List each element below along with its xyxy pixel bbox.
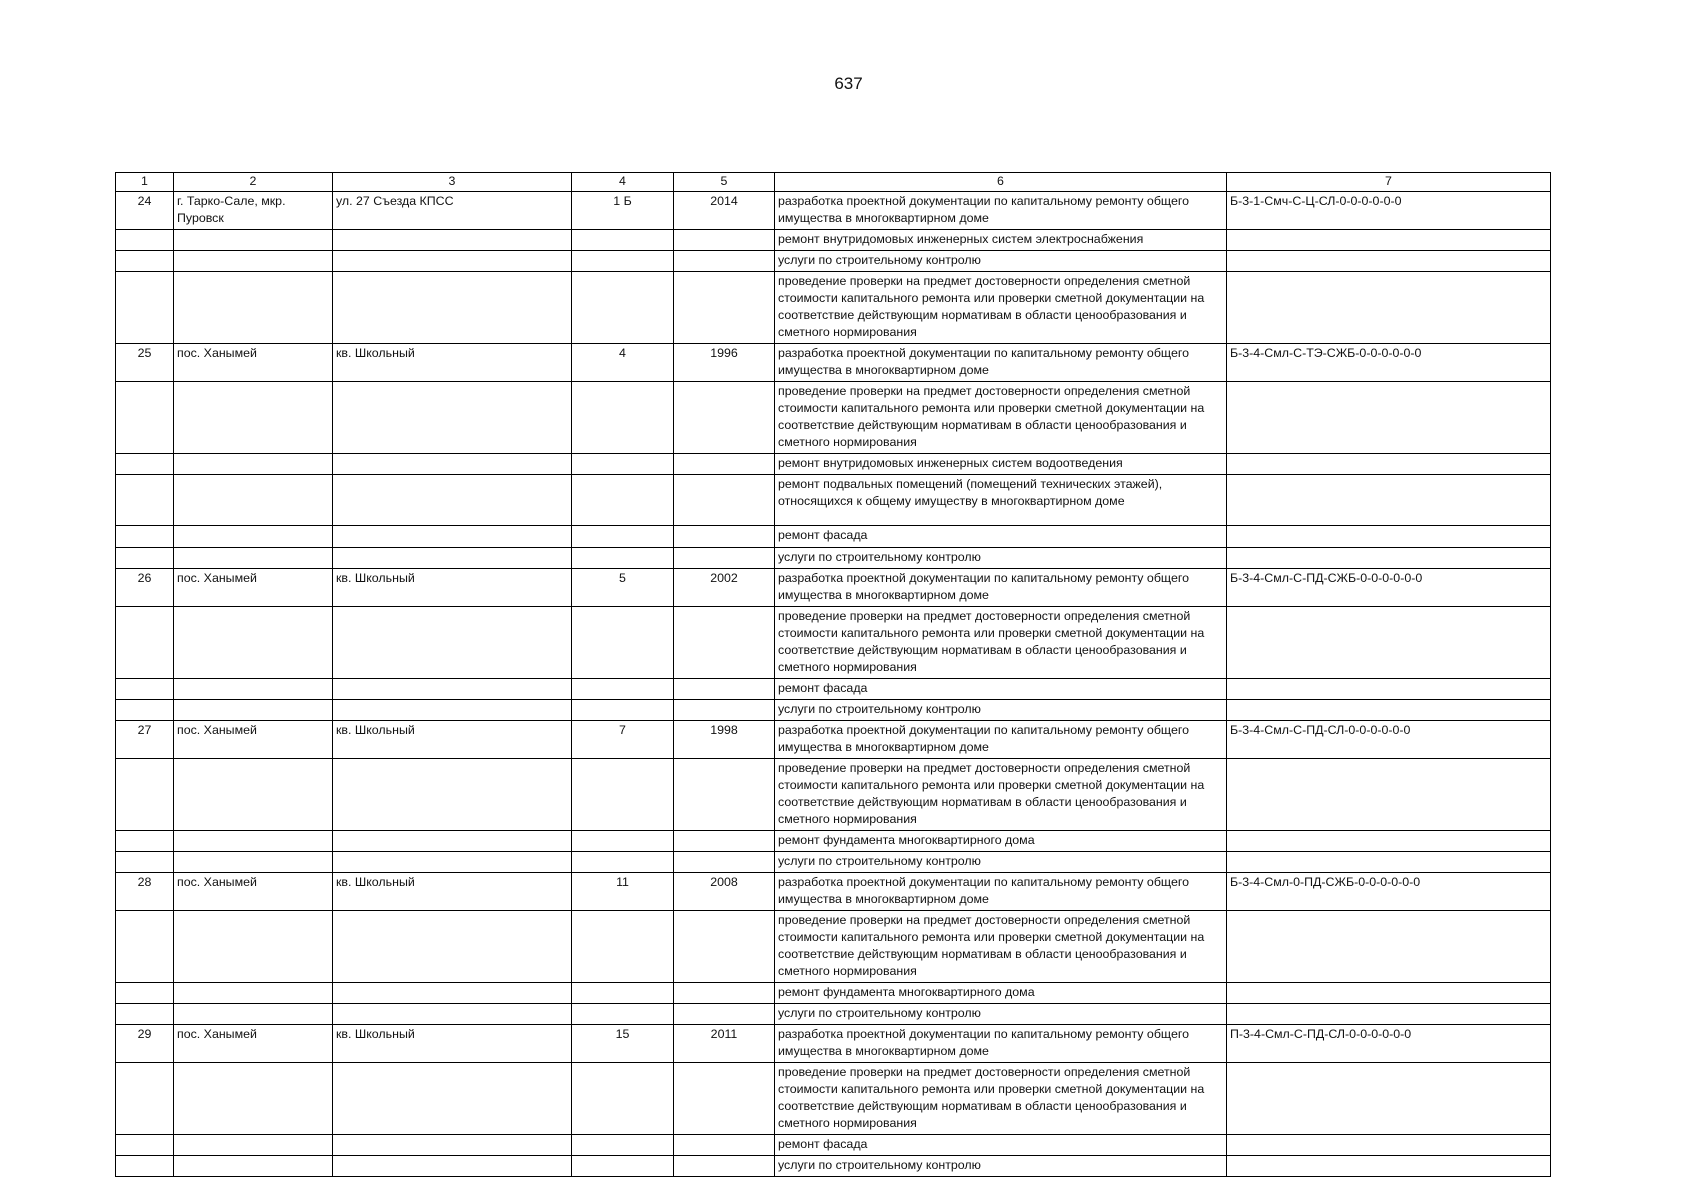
cell-code: Б-3-4-Смл-С-ТЭ-СЖБ-0-0-0-0-0-0 [1227,344,1551,382]
cell-work-type: проведение проверки на предмет достоверности определения сметной стоимости капитального ремонта или проверки сметной документации на соответствие действующим нормативам в области ценообразования и сметного нормирования [775,607,1227,679]
cell-street: кв. Школьный [333,569,572,607]
capital-repair-table [115,172,1551,1177]
cell-year [674,1063,775,1135]
cell-settlement [174,911,333,983]
table-row [116,454,1551,475]
cell-work-type: разработка проектной документации по капитальному ремонту общего имущества в многоквартирном доме [775,873,1227,911]
cell-street [333,272,572,344]
table-row [116,721,1551,759]
cell-house [572,1004,674,1025]
cell-work-type: проведение проверки на предмет достоверности определения сметной стоимости капитального ремонта или проверки сметной документации на соответствие действующим нормативам в области ценообразования и сметного нормирования [775,272,1227,344]
cell-settlement [174,700,333,721]
cell-number [116,1004,174,1025]
cell-number [116,454,174,475]
table-row [116,983,1551,1004]
cell-settlement: пос. Ханымей [174,1025,333,1063]
cell-year [674,700,775,721]
table-row [116,1156,1551,1177]
cell-house [572,983,674,1004]
cell-code [1227,700,1551,721]
cell-year [674,759,775,831]
cell-year [674,831,775,852]
cell-street [333,1063,572,1135]
cell-house: 11 [572,873,674,911]
cell-year [674,382,775,454]
cell-code [1227,230,1551,251]
table-row [116,192,1551,230]
cell-number: 24 [116,192,174,230]
cell-street [333,679,572,700]
cell-code [1227,454,1551,475]
cell-work-type: ремонт фасада [775,1135,1227,1156]
cell-code: Б-3-4-Смл-С-ПД-СЛ-0-0-0-0-0-0 [1227,721,1551,759]
column-header-5: 5 [674,173,775,192]
cell-number [116,382,174,454]
page-number: 637 [834,74,863,93]
cell-code [1227,852,1551,873]
cell-year [674,1156,775,1177]
table-row [116,1135,1551,1156]
table-row [116,607,1551,679]
table-row [116,548,1551,569]
cell-house [572,759,674,831]
cell-street [333,852,572,873]
cell-house [572,1135,674,1156]
cell-year [674,1135,775,1156]
cell-settlement: пос. Ханымей [174,344,333,382]
table-row [116,230,1551,251]
cell-year [674,475,775,526]
cell-house [572,1156,674,1177]
cell-year: 1996 [674,344,775,382]
cell-settlement [174,251,333,272]
table-row [116,759,1551,831]
cell-street: кв. Школьный [333,344,572,382]
table-row [116,873,1551,911]
cell-number [116,1063,174,1135]
cell-street [333,983,572,1004]
cell-code [1227,1063,1551,1135]
column-header-2: 2 [174,173,333,192]
cell-house [572,700,674,721]
cell-street [333,911,572,983]
cell-work-type: ремонт фасада [775,679,1227,700]
cell-street [333,1004,572,1025]
cell-house [572,475,674,526]
cell-number [116,1135,174,1156]
cell-number [116,679,174,700]
cell-settlement [174,983,333,1004]
cell-year [674,911,775,983]
cell-code [1227,475,1551,526]
cell-year [674,607,775,679]
cell-settlement: пос. Ханымей [174,569,333,607]
cell-settlement [174,272,333,344]
cell-settlement: пос. Ханымей [174,873,333,911]
cell-code: П-3-4-Смл-С-ПД-СЛ-0-0-0-0-0-0 [1227,1025,1551,1063]
cell-number: 27 [116,721,174,759]
cell-work-type: разработка проектной документации по капитальному ремонту общего имущества в многоквартирном доме [775,192,1227,230]
cell-number: 29 [116,1025,174,1063]
cell-code: Б-3-1-Смч-С-Ц-СЛ-0-0-0-0-0-0 [1227,192,1551,230]
cell-code: Б-3-4-Смл-0-ПД-СЖБ-0-0-0-0-0-0 [1227,873,1551,911]
cell-work-type: услуги по строительному контролю [775,251,1227,272]
cell-settlement: пос. Ханымей [174,721,333,759]
cell-work-type: ремонт фундамента многоквартирного дома [775,831,1227,852]
cell-number [116,548,174,569]
cell-house: 7 [572,721,674,759]
table-row [116,344,1551,382]
cell-work-type: проведение проверки на предмет достоверности определения сметной стоимости капитального ремонта или проверки сметной документации на соответствие действующим нормативам в области ценообразования и сметного нормирования [775,382,1227,454]
cell-street: кв. Школьный [333,873,572,911]
cell-year [674,679,775,700]
cell-work-type: разработка проектной документации по капитальному ремонту общего имущества в многоквартирном доме [775,1025,1227,1063]
cell-settlement [174,759,333,831]
cell-number [116,230,174,251]
cell-number [116,251,174,272]
cell-settlement [174,852,333,873]
cell-number [116,1156,174,1177]
cell-settlement [174,1004,333,1025]
cell-street [333,382,572,454]
cell-code [1227,831,1551,852]
cell-code [1227,607,1551,679]
cell-work-type: ремонт фасада [775,526,1227,548]
cell-number: 25 [116,344,174,382]
cell-code [1227,382,1551,454]
cell-house [572,679,674,700]
table-row [116,1004,1551,1025]
table-row [116,1063,1551,1135]
cell-street [333,251,572,272]
cell-year: 1998 [674,721,775,759]
cell-code [1227,679,1551,700]
table-row [116,831,1551,852]
cell-settlement [174,607,333,679]
cell-year [674,1004,775,1025]
cell-street: кв. Школьный [333,1025,572,1063]
cell-house [572,607,674,679]
cell-code [1227,911,1551,983]
cell-work-type: услуги по строительному контролю [775,700,1227,721]
cell-street [333,230,572,251]
cell-settlement [174,1135,333,1156]
cell-number [116,607,174,679]
column-header-7: 7 [1227,173,1551,192]
cell-house [572,526,674,548]
cell-street [333,548,572,569]
cell-number [116,852,174,873]
cell-year [674,454,775,475]
cell-number: 26 [116,569,174,607]
cell-work-type: ремонт внутридомовых инженерных систем электроснабжения [775,230,1227,251]
cell-year: 2011 [674,1025,775,1063]
cell-code [1227,759,1551,831]
cell-house [572,911,674,983]
cell-settlement [174,1063,333,1135]
cell-settlement [174,526,333,548]
cell-year [674,983,775,1004]
column-header-4: 4 [572,173,674,192]
cell-year [674,526,775,548]
cell-house [572,454,674,475]
cell-number [116,526,174,548]
cell-number [116,475,174,526]
table-row [116,700,1551,721]
cell-work-type: услуги по строительному контролю [775,1004,1227,1025]
cell-year [674,548,775,569]
cell-work-type: разработка проектной документации по капитальному ремонту общего имущества в многоквартирном доме [775,569,1227,607]
cell-house [572,230,674,251]
cell-settlement [174,382,333,454]
table-row [116,1025,1551,1063]
cell-street: ул. 27 Съезда КПСС [333,192,572,230]
cell-work-type: ремонт фундамента многоквартирного дома [775,983,1227,1004]
cell-settlement: г. Тарко-Сале, мкр. Пуровск [174,192,333,230]
cell-house: 15 [572,1025,674,1063]
cell-work-type: проведение проверки на предмет достоверности определения сметной стоимости капитального ремонта или проверки сметной документации на соответствие действующим нормативам в области ценообразования и сметного нормирования [775,1063,1227,1135]
column-header-6: 6 [775,173,1227,192]
cell-house [572,272,674,344]
table-row [116,526,1551,548]
cell-number: 28 [116,873,174,911]
cell-code [1227,1135,1551,1156]
cell-number [116,759,174,831]
cell-street [333,1156,572,1177]
cell-work-type: разработка проектной документации по капитальному ремонту общего имущества в многоквартирном доме [775,721,1227,759]
cell-street [333,1135,572,1156]
cell-code [1227,983,1551,1004]
cell-house [572,1063,674,1135]
cell-house [572,852,674,873]
cell-settlement [174,475,333,526]
cell-street [333,454,572,475]
table-row [116,852,1551,873]
cell-year: 2002 [674,569,775,607]
table-row [116,475,1551,526]
cell-house [572,251,674,272]
cell-number [116,983,174,1004]
table-row [116,251,1551,272]
cell-work-type: проведение проверки на предмет достоверности определения сметной стоимости капитального ремонта или проверки сметной документации на соответствие действующим нормативам в области ценообразования и сметного нормирования [775,911,1227,983]
cell-work-type: разработка проектной документации по капитальному ремонту общего имущества в многоквартирном доме [775,344,1227,382]
cell-settlement [174,454,333,475]
column-header-3: 3 [333,173,572,192]
cell-number [116,831,174,852]
table-body [116,192,1551,1177]
cell-work-type: услуги по строительному контролю [775,548,1227,569]
cell-code [1227,1156,1551,1177]
cell-settlement [174,1156,333,1177]
cell-work-type: проведение проверки на предмет достоверности определения сметной стоимости капитального ремонта или проверки сметной документации на соответствие действующим нормативам в области ценообразования и сметного нормирования [775,759,1227,831]
cell-code [1227,526,1551,548]
cell-settlement [174,679,333,700]
cell-street [333,759,572,831]
cell-number [116,272,174,344]
cell-street [333,607,572,679]
cell-house: 5 [572,569,674,607]
cell-house [572,382,674,454]
cell-settlement [174,548,333,569]
cell-house [572,548,674,569]
cell-street [333,475,572,526]
cell-year [674,272,775,344]
cell-code: Б-3-4-Смл-С-ПД-СЖБ-0-0-0-0-0-0 [1227,569,1551,607]
table-row [116,382,1551,454]
column-header-1: 1 [116,173,174,192]
cell-settlement [174,230,333,251]
cell-work-type: ремонт подвальных помещений (помещений технических этажей), относящихся к общему имуществу в многоквартирном доме [775,475,1227,526]
cell-street: кв. Школьный [333,721,572,759]
cell-number [116,911,174,983]
cell-year [674,251,775,272]
cell-house: 1 Б [572,192,674,230]
cell-code [1227,272,1551,344]
cell-work-type: услуги по строительному контролю [775,852,1227,873]
cell-street [333,831,572,852]
table-row [116,569,1551,607]
cell-code [1227,251,1551,272]
cell-street [333,700,572,721]
cell-settlement [174,831,333,852]
cell-work-type: услуги по строительному контролю [775,1156,1227,1177]
cell-code [1227,548,1551,569]
cell-year: 2008 [674,873,775,911]
cell-year [674,852,775,873]
cell-house: 4 [572,344,674,382]
cell-work-type: ремонт внутридомовых инженерных систем водоотведения [775,454,1227,475]
cell-code [1227,1004,1551,1025]
table-row [116,272,1551,344]
cell-house [572,831,674,852]
cell-year [674,230,775,251]
table-row [116,911,1551,983]
cell-year: 2014 [674,192,775,230]
cell-street [333,526,572,548]
cell-number [116,700,174,721]
header-row [116,173,1551,192]
table-row [116,679,1551,700]
